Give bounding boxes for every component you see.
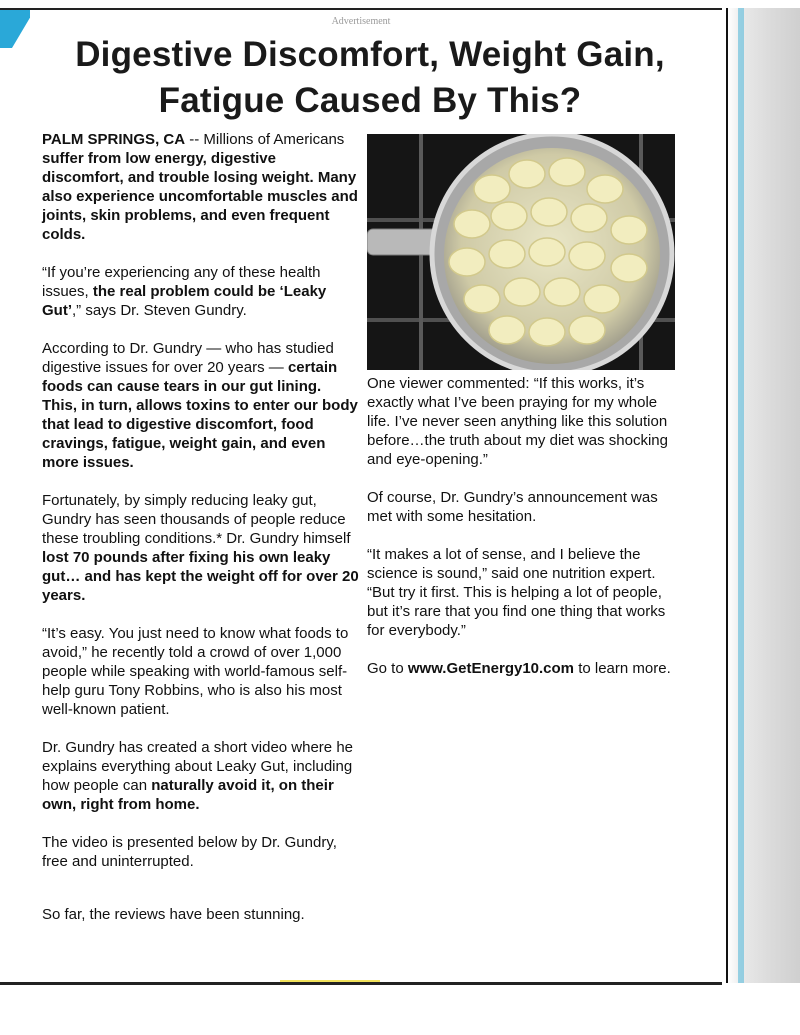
- text-run: Fortunately, by simply reducing leaky gut, Gundry has seen thousands of people reduce these troubling conditions.* Dr. Gundry himself: [42, 492, 351, 547]
- paragraph-quote-leaky-gut: [42, 263, 360, 320]
- paragraph-video-presented: [42, 833, 360, 871]
- text-run: Dr. Gundry has created a short video where he explains everything about Leaky Gut, including how people can: [42, 739, 354, 794]
- advertorial-page: [0, 8, 722, 982]
- paragraph-weight-loss: [42, 491, 360, 605]
- bold-run: certain foods can cause tears in our gut lining. This, in turn, allows toxins to enter our body that lead to digestive discomfort, food cravings, fatigue, weight gain, and even more issues.: [42, 359, 358, 471]
- bold-run: the real problem could be ‘Leaky Gut’: [42, 283, 327, 319]
- text-run: “It’s easy. You just need to know what foods to avoid,” he recently told a crowd of over 1,000 people while speaking with world-famous self-help guru Tony Robbins, who is also his most well-known patient.: [42, 625, 349, 718]
- bold-run: lost 70 pounds after fixing his own leaky gut… and has kept the weight off for over 20 years.: [42, 549, 359, 604]
- scanned-page-edge: [726, 8, 800, 983]
- paragraph-intro: [42, 130, 360, 244]
- page-bottom-edge: [0, 982, 722, 985]
- bold-run: suffer from low energy, digestive discomfort, and trouble losing weight. Many also experience uncomfortable muscles and joints, skin problems, and even frequent colds.: [42, 150, 358, 243]
- text-run: Of course, Dr. Gundry’s announcement was met with some hesitation.: [367, 489, 658, 525]
- text-run: ,” says Dr. Steven Gundry.: [72, 302, 247, 319]
- text-run: According to Dr. Gundry — who has studied digestive issues for over 20 years —: [42, 340, 334, 376]
- advertisement-label: Advertisement: [331, 16, 391, 27]
- left-column: [42, 130, 360, 943]
- website-link[interactable]: www.GetEnergy10.com: [407, 660, 575, 677]
- paragraph-tony-robbins: [42, 624, 360, 719]
- photo-illustration: [367, 134, 675, 370]
- paragraph-video: [42, 738, 360, 814]
- paragraph-viewer-comment: [367, 374, 682, 469]
- dateline: PALM SPRINGS, CA: [42, 131, 186, 148]
- text-run: Go to: [367, 660, 408, 677]
- headline: Digestive Discomfort, Weight Gain, Fatigue Caused By This?: [75, 35, 665, 120]
- text-run: “If you’re experiencing any of these health issues,: [42, 264, 321, 300]
- text-run: One viewer commented: “If this works, it’s exactly what I’ve been praying for my whole life. I’ve never seen anything like this solution before…the truth about my diet was shocking and eye-opening.”: [367, 375, 668, 468]
- paragraph-gut-lining: [42, 339, 360, 472]
- bold-run: naturally avoid it, on their own, right from home.: [42, 777, 334, 813]
- text-run: “It makes a lot of sense, and I believe the science is sound,” said one nutrition expert. “But try it first. This is helping a lot of people, but it’s rare that you find one thing that works for everybody.”: [367, 546, 666, 639]
- paragraph-call-to-action: [367, 659, 682, 678]
- paragraph-reviews: [42, 905, 360, 924]
- text-run: to learn more.: [574, 660, 671, 677]
- banana-pot-photo: [367, 134, 675, 370]
- text-run: The video is presented below by Dr. Gundry, free and uninterrupted.: [42, 834, 337, 870]
- text-run: So far, the reviews have been stunning.: [42, 906, 305, 923]
- paragraph-hesitation: [367, 488, 682, 526]
- text-run: -- Millions of Americans: [185, 131, 345, 148]
- right-column: [367, 374, 682, 697]
- paragraph-expert-quote: [367, 545, 682, 640]
